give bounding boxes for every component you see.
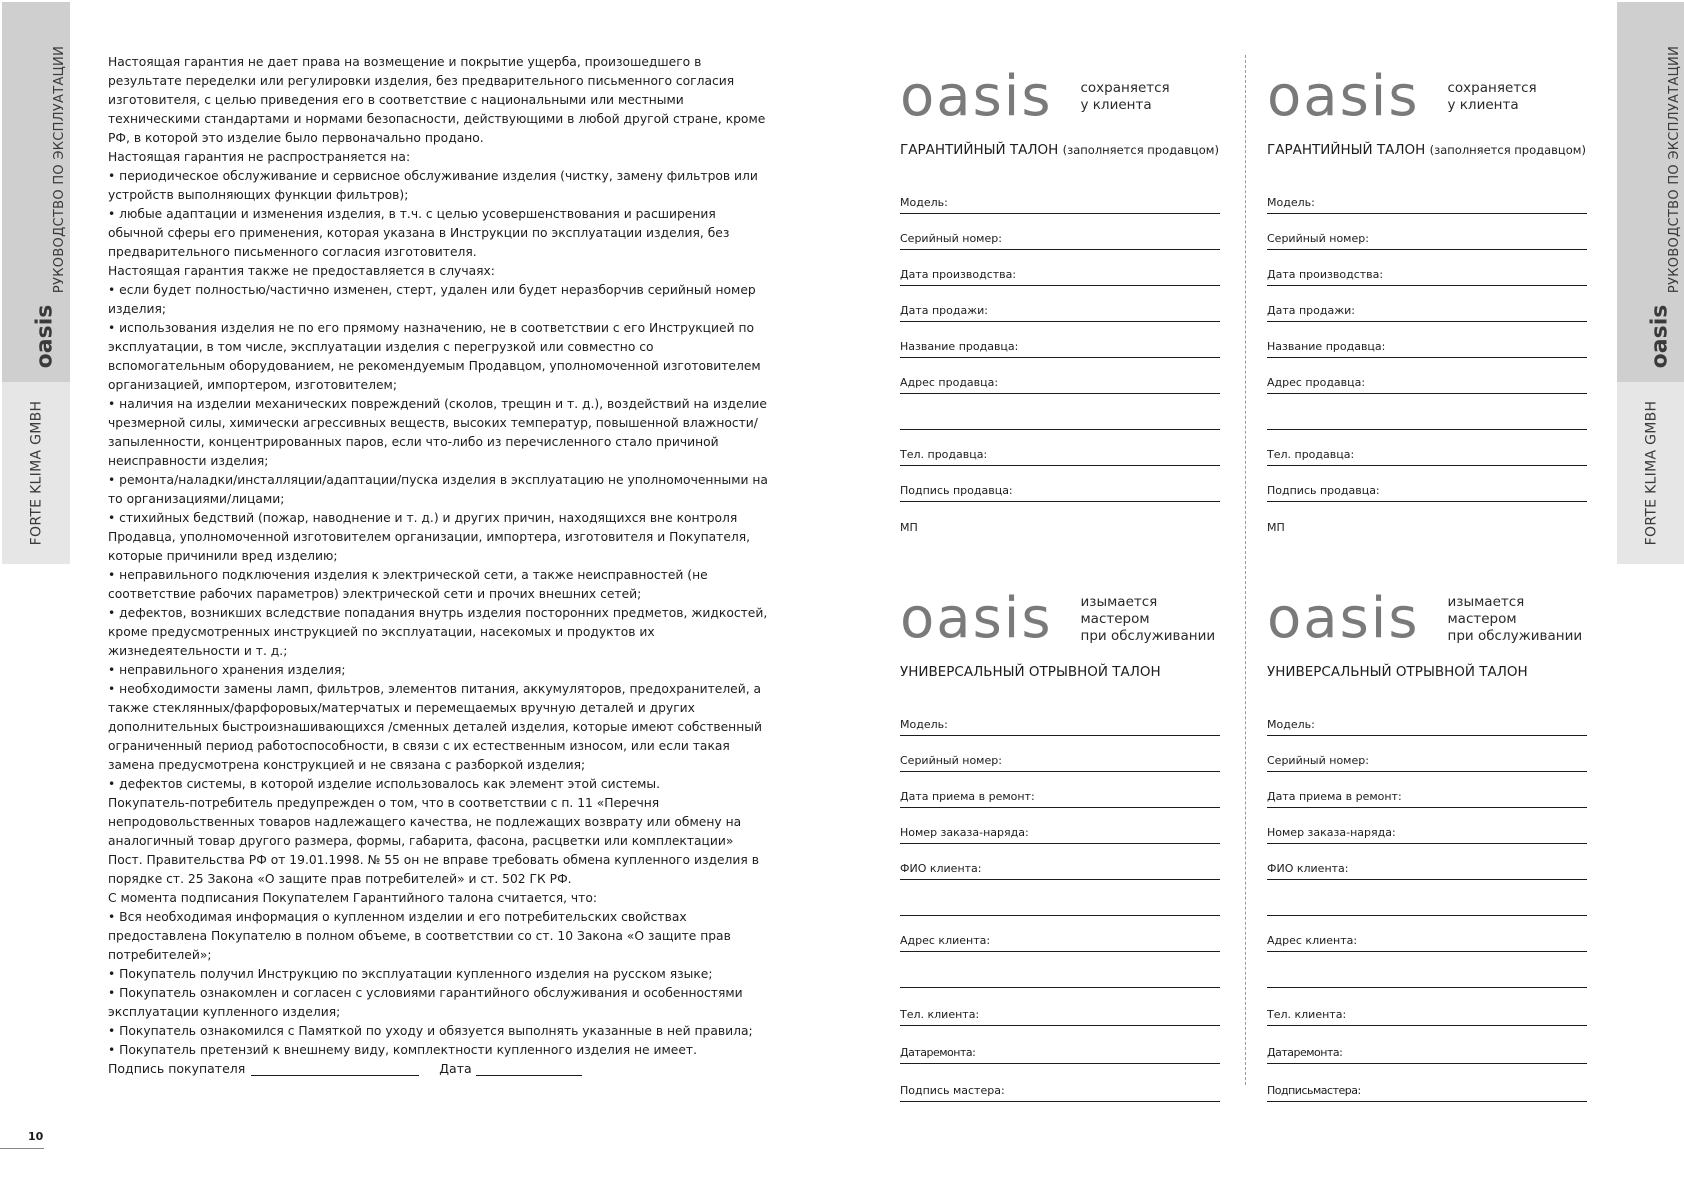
side-tab-company-label: FORTE KLIMA GMBH: [1643, 400, 1659, 546]
coupon-note-line: при обслуживании: [1080, 627, 1216, 644]
list-item: • Покупатель ознакомлен и согласен с условиями гарантийного обслуживания и особенностями эксплуатации купленного изделия;: [108, 986, 743, 1019]
list-item: • ремонта/наладки/инсталляции/адаптации/пуска изделия в эксплуатацию не уполномоченными на то организациями/лицами;: [108, 473, 768, 506]
field-master-signature[interactable]: Подпись мастера:: [900, 1064, 1220, 1102]
field-model[interactable]: Модель:: [900, 178, 1220, 214]
side-tab-company-label: FORTE KLIMA GMBH: [28, 400, 44, 546]
field-model[interactable]: Модель:: [900, 700, 1220, 736]
field-client-address[interactable]: Адрес клиента:: [1267, 916, 1587, 952]
page-number-rule: [0, 1148, 44, 1149]
list-item: • Покупатель претензий к внешнему виду, комплектности купленного изделия не имеет.: [108, 1043, 697, 1057]
coupon-note-line: изымается мастером: [1080, 593, 1158, 627]
buyer-signature-label: Подпись покупателя: [108, 1061, 246, 1076]
field-serial[interactable]: Серийный номер:: [900, 214, 1220, 250]
field-client-phone[interactable]: Тел. клиента:: [900, 988, 1220, 1026]
paragraph: Настоящая гарантия также не предоставляется в случаях:: [108, 264, 495, 278]
warranty-coupon-right: [1267, 64, 1587, 538]
coupon-fields: [1267, 178, 1587, 538]
warranty-terms-text: [108, 53, 768, 1060]
field-serial[interactable]: Серийный номер:: [900, 736, 1220, 772]
field-seller-address[interactable]: Адрес продавца:: [900, 358, 1220, 394]
field-repair-date[interactable]: Датаремонта:: [900, 1026, 1220, 1064]
buyer-signature-row: [108, 1061, 582, 1076]
coupon-fields: [900, 178, 1220, 538]
paragraph: Настоящая гарантия не распространяется на:: [108, 150, 411, 164]
field-master-signature[interactable]: Подписьмастера:: [1267, 1064, 1587, 1102]
tear-off-coupon-left: [900, 586, 1220, 1102]
paragraph: Покупатель-потребитель предупрежден о том, что в соответствии с п. 11 «Перечня непродовольственных товаров надлежащего качества, не подлежащих возврату или обмену на аналогичный товар другого размера, формы, габарита, фасона, расцветки или комплектации» Пост. Правительства РФ от 19.01.1998. № 55 он не вправе требовать обмена купленного изделия в порядке ст. 25 Закона «О защите прав потребителей» и ст. 502 ГК РФ.: [108, 796, 759, 886]
coupon-title: УНИВЕРСАЛЬНЫЙ ОТРЫВНОЙ ТАЛОН: [1267, 664, 1528, 680]
date-field[interactable]: [476, 1061, 582, 1076]
side-tab-manual-label: РУКОВОДСТВО ПО ЭКСПЛУАТАЦИИ: [52, 45, 68, 294]
field-seller-address[interactable]: Адрес продавца:: [1267, 358, 1587, 394]
list-item: • любые адаптации и изменения изделия, в т.ч. с целью усовершенствования и расширения обычной сферы его применения, которая указана в Инструкции по эксплуатации изделия, без предварительного письменного согласия изготовителя.: [108, 207, 730, 259]
coupon-title: [900, 142, 1220, 158]
list-item: • неправильного подключения изделия к электрической сети, а также неисправностей (не соответствие рабочих параметров) электрической сети и прочих внешних сетей;: [108, 568, 708, 601]
field-sale-date[interactable]: Дата продажи:: [1267, 286, 1587, 322]
list-item: • Покупатель ознакомился с Памяткой по уходу и обязуется выполнять указанные в ней правила;: [108, 1024, 753, 1038]
field-intake-date[interactable]: Дата приема в ремонт:: [900, 772, 1220, 808]
coupon-note-line: у клиента: [1447, 97, 1519, 113]
field-client-name[interactable]: ФИО клиента:: [1267, 844, 1587, 880]
cut-line: [1245, 55, 1246, 1085]
field-serial[interactable]: Серийный номер:: [1267, 214, 1587, 250]
field-model[interactable]: Модель:: [1267, 700, 1587, 736]
field-client-address-cont[interactable]: [1267, 952, 1587, 988]
coupon-note: [1081, 80, 1170, 114]
list-item: • стихийных бедствий (пожар, наводнение и т. д.) и других причин, находящихся вне контроля Продавца, уполномоченной изготовителем организации, импортера, изготовителя и Покупателя, которые причинили вред изделию;: [108, 511, 751, 563]
field-sale-date[interactable]: Дата продажи:: [900, 286, 1220, 322]
coupon-note: [1081, 594, 1221, 645]
field-seller-name[interactable]: Название продавца:: [1267, 322, 1587, 358]
coupon-note-line: сохраняется: [1080, 80, 1170, 96]
coupon-note-line: у клиента: [1080, 97, 1152, 113]
field-production-date[interactable]: Дата производства:: [900, 250, 1220, 286]
field-serial[interactable]: Серийный номер:: [1267, 736, 1587, 772]
side-tab-company-left: [2, 382, 70, 564]
coupon-title-text: ГАРАНТИЙНЫЙ ТАЛОН: [1267, 142, 1426, 158]
coupon-title-text: ГАРАНТИЙНЫЙ ТАЛОН: [900, 142, 1059, 158]
list-item: • Покупатель получил Инструкцию по эксплуатации купленного изделия на русском языке;: [108, 967, 713, 981]
list-item: • периодическое обслуживание и сервисное обслуживание изделия (чистку, замену фильтров или устройств выполняющих функции фильтров);: [108, 169, 758, 202]
coupon-subtitle: (заполняется продавцом): [1429, 143, 1586, 157]
coupon-fields: [1267, 700, 1587, 1102]
field-seller-signature[interactable]: Подпись продавца:: [1267, 466, 1587, 502]
list-item: • если будет полностью/частично изменен, стерт, удален или будет неразборчив серийный номер изделия;: [108, 283, 756, 316]
field-client-address-cont[interactable]: [900, 952, 1220, 988]
field-stamp: МП: [900, 521, 918, 534]
side-tab-company-right: [1617, 382, 1684, 564]
side-tab-brand-label: oasis: [32, 304, 58, 369]
coupon-note-line: изымается мастером: [1447, 593, 1525, 627]
field-work-order[interactable]: Номер заказа-наряда:: [900, 808, 1220, 844]
field-client-name[interactable]: ФИО клиента:: [900, 844, 1220, 880]
field-seller-signature[interactable]: Подпись продавца:: [900, 466, 1220, 502]
side-tab-manual-left: [2, 2, 70, 384]
side-tab-manual-right: [1617, 2, 1684, 384]
tear-off-coupon-right: [1267, 586, 1587, 1102]
coupon-title: [1267, 142, 1587, 158]
field-client-name-cont[interactable]: [1267, 880, 1587, 916]
list-item: • необходимости замены ламп, фильтров, элементов питания, аккумуляторов, предохранителей, а также стеклянных/фарфоровых/матерчатых и перемещаемых вручную деталей и других дополнительных быстроизнашивающихся /сменных деталей изделия, которые имеют собственный ограниченный период работоспособности, в связи с их естественным износом, или если такая замена предусмотрена конструкцией и не связана с разборкой изделия;: [108, 682, 762, 772]
field-production-date[interactable]: Дата производства:: [1267, 250, 1587, 286]
field-work-order[interactable]: Номер заказа-наряда:: [1267, 808, 1587, 844]
coupon-note: [1448, 80, 1537, 114]
oasis-logo: oasis: [1267, 64, 1420, 129]
coupon-fields: [900, 700, 1220, 1102]
field-client-name-cont[interactable]: [900, 880, 1220, 916]
coupon-title: УНИВЕРСАЛЬНЫЙ ОТРЫВНОЙ ТАЛОН: [900, 664, 1161, 680]
field-seller-phone[interactable]: Тел. продавца:: [900, 430, 1220, 466]
coupon-subtitle: (заполняется продавцом): [1062, 143, 1219, 157]
list-item: • дефектов системы, в которой изделие использовалось как элемент этой системы.: [108, 777, 661, 791]
field-repair-date[interactable]: Датаремонта:: [1267, 1026, 1587, 1064]
date-label: Дата: [439, 1061, 472, 1076]
field-seller-name[interactable]: Название продавца:: [900, 322, 1220, 358]
oasis-logo: oasis: [900, 586, 1053, 651]
field-client-address[interactable]: Адрес клиента:: [900, 916, 1220, 952]
coupon-note: [1448, 594, 1588, 645]
field-stamp: МП: [1267, 521, 1285, 534]
page-number: 10: [28, 1130, 44, 1143]
list-item: • неправильного хранения изделия;: [108, 663, 346, 677]
list-item: • Вся необходимая информация о купленном изделии и его потребительских свойствах предоставлена Покупателю в полном объеме, в соответствии со ст. 10 Закона «О защите прав потребителей»;: [108, 910, 731, 962]
buyer-signature-field[interactable]: [251, 1061, 419, 1076]
coupon-note-line: сохраняется: [1447, 80, 1537, 96]
oasis-logo: oasis: [900, 64, 1053, 129]
field-seller-address-cont[interactable]: [1267, 394, 1587, 430]
field-seller-address-cont[interactable]: [900, 394, 1220, 430]
paragraph: Настоящая гарантия не дает права на возмещение и покрытие ущерба, произошедшего в результате переделки или регулировки изделия, без предварительного письменного согласия изготовителя, с целью приведения его в соответствие с национальными или местными техническими стандартами и нормами безопасности, действующими в любой другой стране, кроме РФ, в которой это изделие было первоначально продано.: [108, 55, 766, 145]
list-item: • использования изделия не по его прямому назначению, не в соответствии с его Инструкцией по эксплуатации, в том числе, эксплуатации изделия с перегрузкой или совместно со вспомогательным оборудованием, не рекомендуемым Продавцом, уполномоченной изготовителем организацией, импортером, изготовителем;: [108, 321, 761, 392]
oasis-logo: oasis: [1267, 586, 1420, 651]
list-item: • наличия на изделии механических повреждений (сколов, трещин и т. д.), воздействий на изделие чрезмерной силы, химически агрессивных веществ, высоких температур, повышенной влажности/запыленности, концентрированных паров, если что-либо из перечисленного стало причиной неисправности изделия;: [108, 397, 767, 468]
field-model[interactable]: Модель:: [1267, 178, 1587, 214]
coupon-note-line: при обслуживании: [1447, 627, 1583, 644]
paragraph: С момента подписания Покупателем Гарантийного талона считается, что:: [108, 891, 598, 905]
side-tab-manual-label: РУКОВОДСТВО ПО ЭКСПЛУАТАЦИИ: [1667, 45, 1683, 294]
field-client-phone[interactable]: Тел. клиента:: [1267, 988, 1587, 1026]
warranty-coupon-left: [900, 64, 1220, 538]
field-intake-date[interactable]: Дата приема в ремонт:: [1267, 772, 1587, 808]
side-tab-brand-label: oasis: [1647, 304, 1673, 369]
field-seller-phone[interactable]: Тел. продавца:: [1267, 430, 1587, 466]
list-item: • дефектов, возникших вследствие попадания внутрь изделия посторонних предметов, жидкостей, кроме предусмотренных инструкцией по эксплуатации, насекомых и продуктов их жизнедеятельности и т. д.;: [108, 606, 768, 658]
